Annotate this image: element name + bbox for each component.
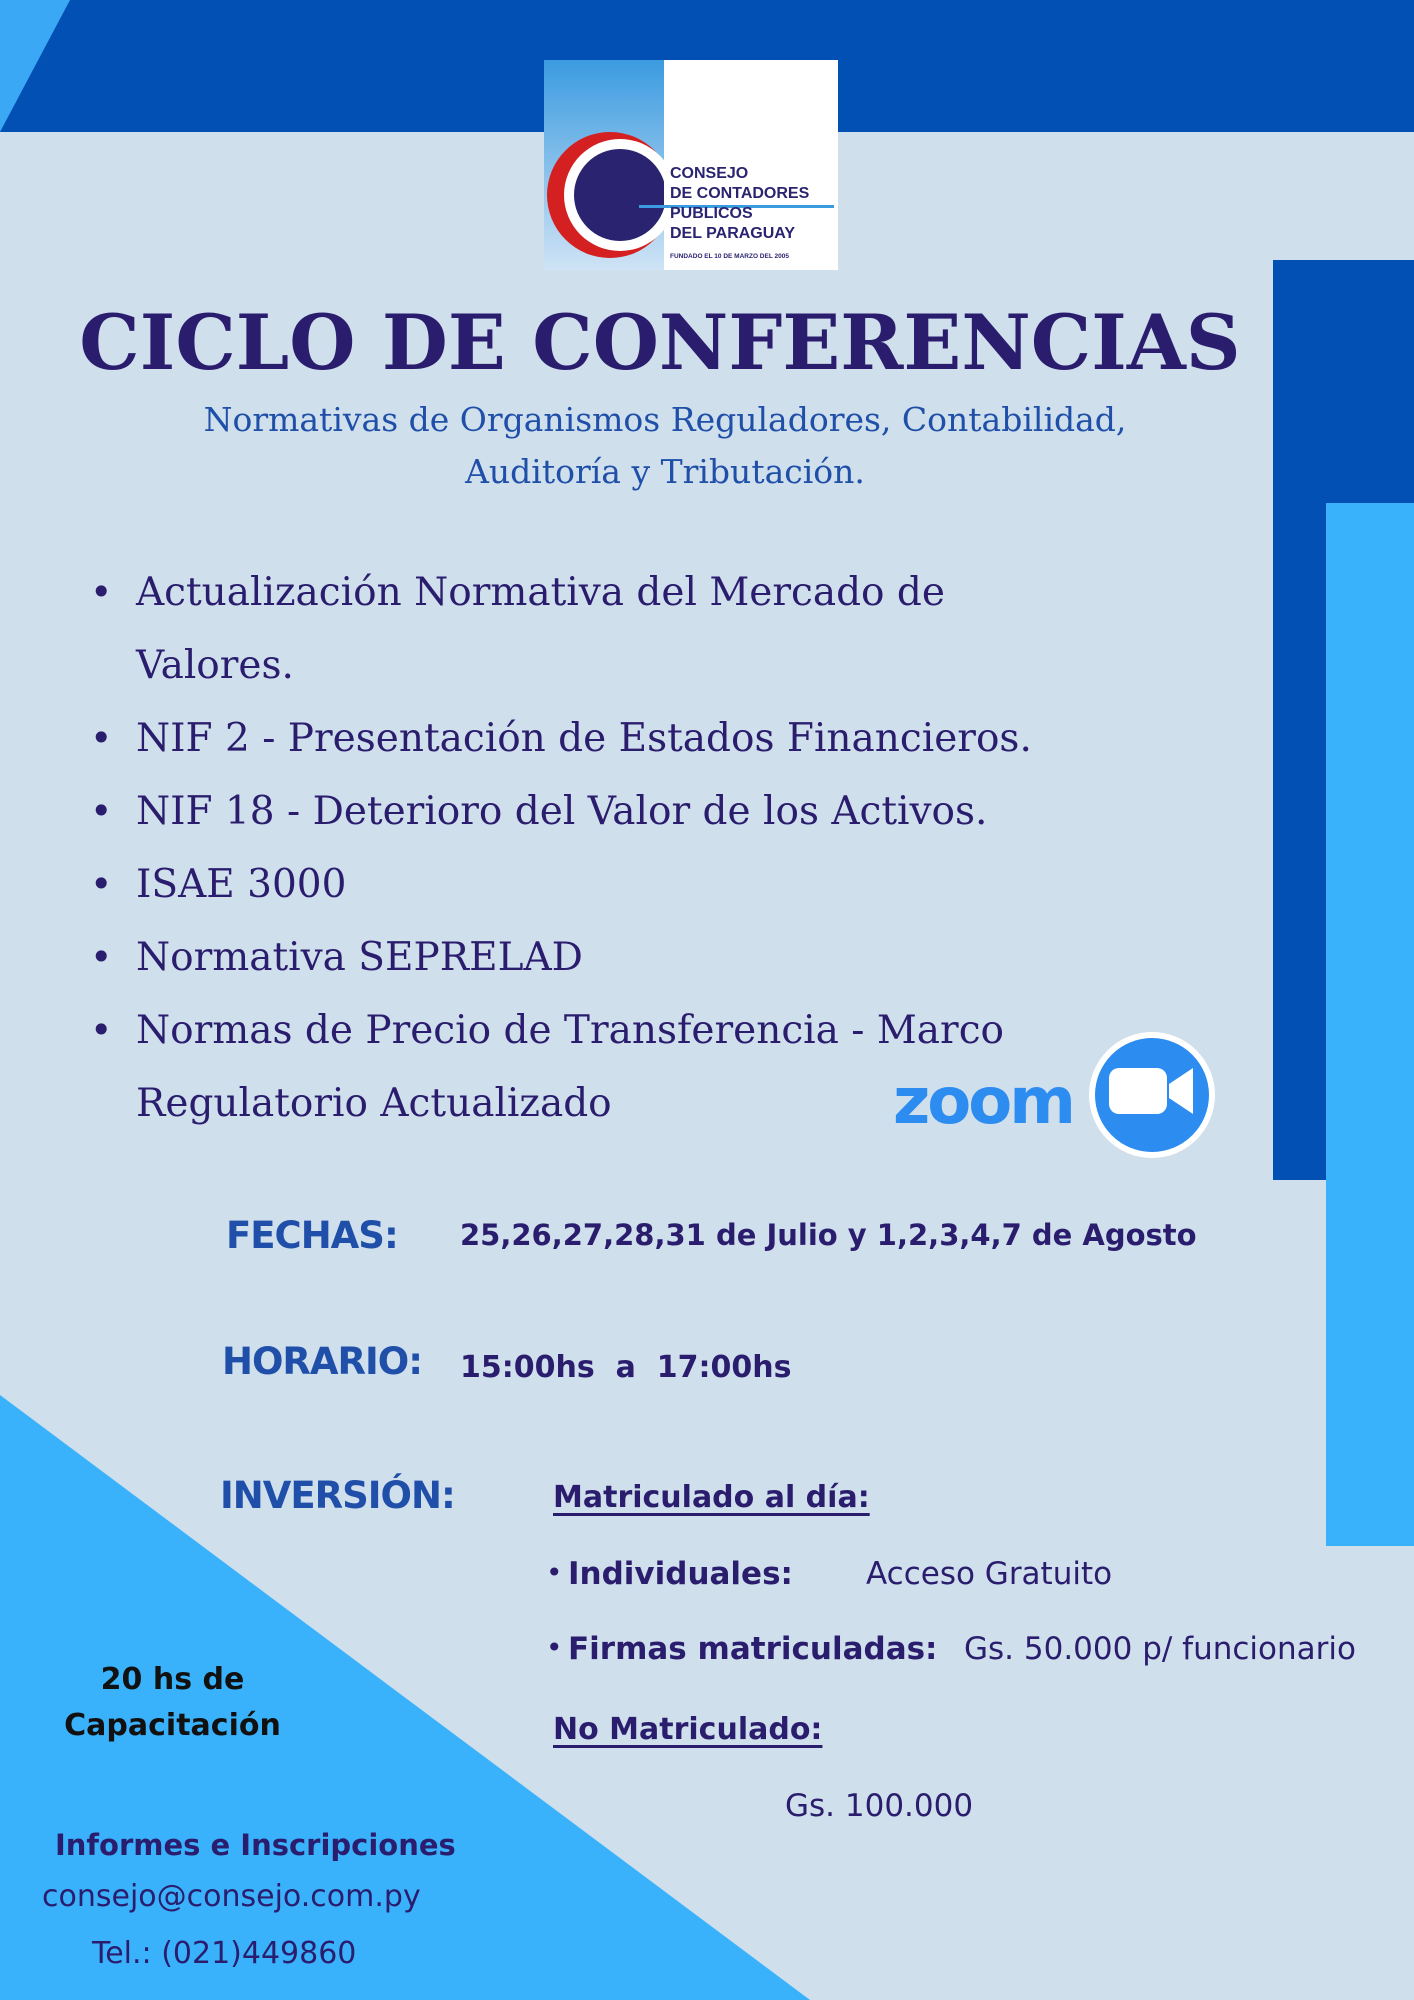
topic-item: • NIF 18 - Deterioro del Valor de los Activos.	[90, 775, 1096, 848]
hours-line-2: Capacitación	[64, 1708, 281, 1743]
right-light-band	[1326, 503, 1414, 1546]
zoom-logo-text: zoom	[893, 1065, 1073, 1139]
logo-line-4: DEL PARAGUAY	[670, 225, 796, 242]
topic-item: • Actualización Normativa del Mercado de Valores.	[90, 556, 1096, 702]
firms-value: Gs. 50.000 p/ funcionario	[964, 1631, 1356, 1667]
page-subtitle	[130, 394, 1200, 498]
logo-crescent-icon	[544, 130, 664, 260]
topic-item: • Normativa SEPRELAD	[90, 921, 1096, 994]
logo-line-3: PUBLICOS	[670, 205, 753, 222]
investment-label: INVERSIÓN:	[220, 1474, 455, 1517]
members-title: Matriculado al día:	[553, 1480, 870, 1515]
subtitle-line-1: Normativas de Organismos Reguladores, Contabilidad,	[203, 400, 1127, 439]
hours-line-1: 20 hs de	[100, 1662, 245, 1697]
logo-line-1: CONSEJO	[670, 165, 749, 182]
contact-email[interactable]: consejo@consejo.com.py	[42, 1879, 421, 1914]
topic-item: • Normas de Precio de Transferencia - Marco Regulatorio Actualizado	[90, 994, 1036, 1140]
page-title: CICLO DE CONFERENCIAS	[79, 298, 1241, 387]
council-logo	[544, 60, 838, 270]
firms-label: Firmas matriculadas:	[568, 1631, 938, 1667]
dates-label: FECHAS:	[226, 1214, 398, 1257]
logo-line-2: DE CONTADORES	[670, 185, 810, 202]
individual-value: Acceso Gratuito	[866, 1556, 1113, 1592]
subtitle-line-2: Auditoría y Tributación.	[465, 452, 865, 491]
zoom-logo-icon	[1089, 1032, 1215, 1158]
non-members-value: Gs. 100.000	[785, 1788, 974, 1824]
time-label: HORARIO:	[222, 1340, 423, 1383]
logo-text	[670, 164, 809, 244]
bullet-icon: •	[546, 1631, 563, 1664]
logo-founded-text: FUNDADO EL 10 DE MARZO DEL 2005	[670, 253, 789, 260]
non-members-title: No Matriculado:	[553, 1712, 823, 1747]
contact-phone[interactable]: Tel.: (021)449860	[92, 1936, 357, 1971]
video-camera-icon	[1107, 1062, 1197, 1128]
individual-label: Individuales:	[568, 1556, 793, 1592]
topic-item: • NIF 2 - Presentación de Estados Financieros.	[90, 702, 1096, 775]
training-hours	[40, 1657, 305, 1749]
topic-item: • ISAE 3000	[90, 848, 1096, 921]
dates-value: 25,26,27,28,31 de Julio y 1,2,3,4,7 de Agosto	[460, 1218, 1197, 1252]
bullet-icon: •	[546, 1556, 563, 1589]
topic-list	[90, 556, 1096, 1140]
contact-title: Informes e Inscripciones	[55, 1828, 456, 1862]
time-value: 15:00hs a 17:00hs	[460, 1350, 792, 1385]
